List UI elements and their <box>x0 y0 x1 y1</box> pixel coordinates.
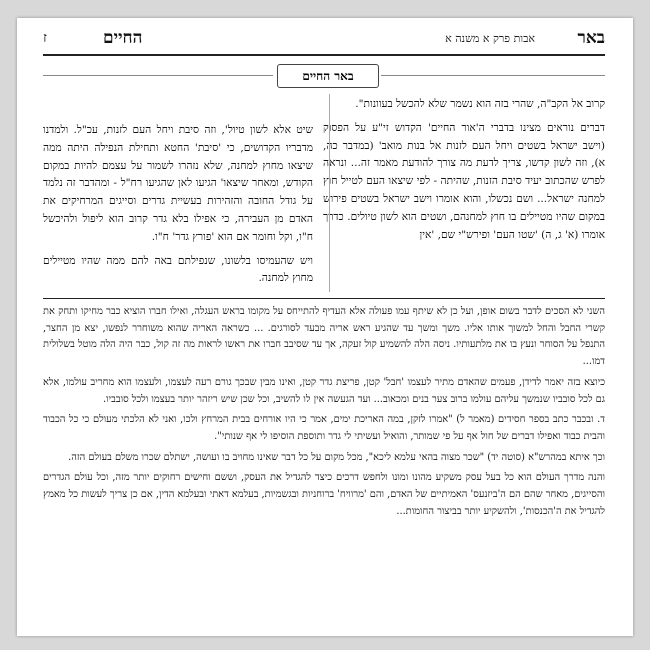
right-paragraph-1: קרוב אל הקב"ה, שהרי בזה הוא נשמר שלא להכשל בעוונות". <box>355 98 605 110</box>
header-rule <box>43 54 605 56</box>
section-banner: באר החיים <box>277 64 379 88</box>
running-header <box>43 28 605 54</box>
page-number: ז <box>43 30 47 46</box>
column-divider <box>329 94 330 292</box>
header-section: החיים <box>103 28 143 48</box>
book-page <box>17 18 633 636</box>
banner-line-right <box>381 75 605 76</box>
bottom-paragraph-2: כיוצא בזה יאמר לדידן, פעמים שהאדם מתיר לעצמו 'חבל' קטן, פריצת גדר קטן, ואינו מבין שבכך גורם רעה לעצמו, ולעצמו הוא מחריב עולמו, אלא גם לכל סובביו שנמשך עליהם עולמו ברוב צער בנים ומכאוב... ועד הגעשה אין לו להשיב, וכל שכן שיש ריזהר יותר בעצמו ולכל סובביו. <box>43 376 605 405</box>
bottom-paragraph-3: ד. ובכבר כתב בספר חסידים (מאמר ל) "אמרו לזקן, במה האריכת ימים, אמר כי היו אורחים בבית המרחץ ולכו, ואני לא הלכתי מעולם כי כל הכבוד והבית כבוד ואפילו דברים של חול אף על פי שמותר, והואיל ועשיתי לי גדר ותוספת הוסיפו לי אף שנותי". <box>43 414 605 442</box>
right-column <box>323 96 605 250</box>
bottom-text <box>43 304 605 524</box>
header-title: באר <box>577 28 605 48</box>
left-paragraph-2: ויש שהעמיסו בלשונו, שנפילתם באה להם ממה שהיו מטיילים מחוץ למחנה. <box>43 254 313 285</box>
bottom-paragraph-4: וכך איתא במהרש"א (סוטה יד) "שכר מצוה בהאי עלמא ליכא", מכל מקום על כל דבר שאינו מחויב בו ועושה, ישתלם שכרו משלם בעולם הזה. <box>68 451 605 463</box>
bottom-paragraph-1: השני לא הסכים לדבר בשום אופן, ועל כן לא שיתף עמו פעולה אלא העדיף להתייחס על מקומו בראש העגלה, ואילו חברו הוציא כבר מחיקו ותחק את קשרי החבל והחל למשוך אותו אליו. משך ומשך עד שהגיע ראש אריה מבעד לסורגים. ... כשראה האריה שהוא משוחרר לנפשו, יצא מן החצר, התנפל על הסוחר ונעץ בו את מלתעותיו. ניסה הלה להשמיע קול זעקה, אך עד שסיבב חברו את ראשו לראות מה זה קול, כבר היה הלה מוטל בשלולית דמו... <box>43 306 605 368</box>
right-paragraph-2: דברים נוראים מצינו בדברי ה'אור החיים' הקדוש זי"ע על הפסוק (וישב ישראל בשטים ויחל העם לזנות אל בנות מואב' (במדבר כה, א), וזה לשון קדשו, צריך לדעת מה צורך להודעת מאמר זה... ונראה לפרש שהכתוב יעיד סיבת הזנות, שהיתה - לפי שיצאו העם לטייל חוץ למחנה ישראל... ושם נכשלו, והוא אומרו וישב ישראל בשטים פירוש במקום שהיו מטיילים בו חוץ למחנהם, ושטים הוא לשון טיולים. כדרך אומרו (א' ג, ה) 'שטו העם' ופירש"י שם, 'אין <box>323 121 605 241</box>
left-column <box>43 122 313 294</box>
left-paragraph-1: שיט אלא לשון טיול', וזה סיבת ויחל העם לזנות, עכ"ל. ולמדנו מדבריו הקדושים, כי 'סיבת' החטא ותחילת הנפילה היתה ממה שיצאו מחוץ למחנה, שלא נזהרו לשמור על עצמם להיות במקום הקודש, ומאחר שיצאו' הגיעו לאן שהגיעו רח"ל - ומהדבר זה נלמד על גודל החובה והזהירות בעשיית גדרים וסייגים המרחיקים את האדם מן העבירה, כי אפילו בלא גדר קרוב הוא ליפול ולהיכשל ח"ו, וקל וחומר אם הוא 'פורץ גדר' ח"ו. <box>43 124 313 243</box>
banner-line-left <box>43 75 273 76</box>
section-separator <box>43 298 605 299</box>
header-subtitle: אבות פרק א משנה א <box>445 32 535 45</box>
bottom-paragraph-5: והנה מדרך העולם הוא כל בעל עסק משקיע מהונו ומונו ולחפש דרכים כיצד להגדיל את העסק, וששם וחישים רחוקים יותר מזה, וכל עולם הגדרים והסייגים, מאחר שהם הם ה'ביזנעס' האמיתיים של האדם, והם 'מרוויח' ברוחניות ובגשמיות, בעלמא דאתי ובעלמא הדין, אם כן צריך לעשות כל מאמץ להגדיל את ה'הכנסות', ולהשקיע יותר בביצור החומות... <box>43 472 605 517</box>
